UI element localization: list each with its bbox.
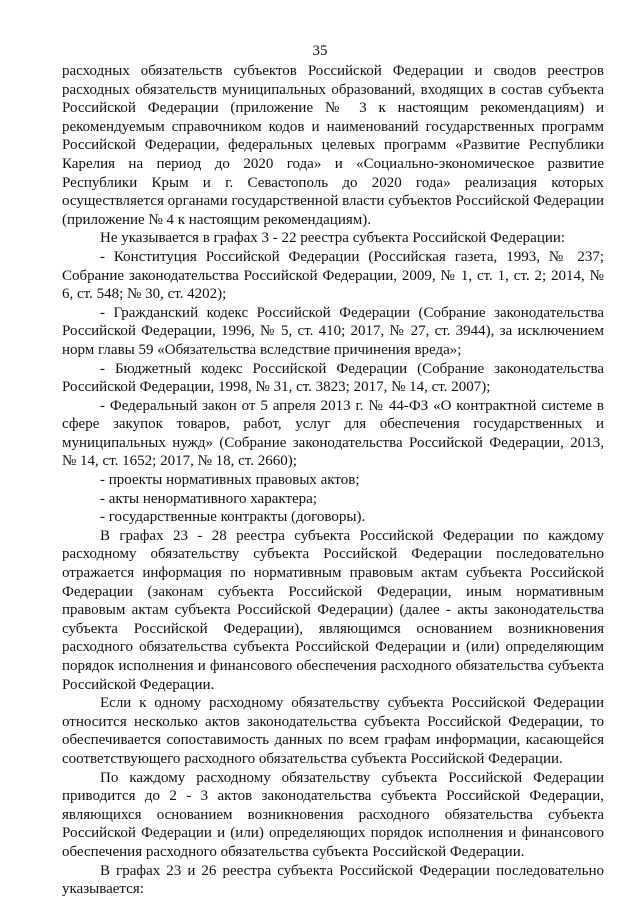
list-item-draft-acts: - проекты нормативных правовых актов;	[100, 472, 360, 489]
list-item-civil-code: - Гражданский кодекс Российской Федерации (Собрание законодательства Российской Федерации, 1996, № 5, ст. 410; 2017, № 27, ст. 3944), за исключением норм главы 59 «Обязательства вследствие причинения вреда»;	[62, 304, 604, 358]
paragraph-two-three-acts: По каждому расходному обязательству субъекта Российской Федерации приводится до 2 - 3 актов законодательства субъекта Российской Федерации, являющихся основанием возникновения расходного обязательства субъекта Российской Федерации и (или) определяющих порядок исполнения и финансового обеспечения расходного обязательства субъекта Российской Федерации.	[62, 769, 604, 860]
list-item-constitution: - Конституция Российской Федерации (Российская газета, 1993, № 237; Собрание законодательства Российской Федерации, 2009, № 1, ст. 1, ст. 2; 2014, № 6, ст. 548; № 30, ст. 4202);	[62, 248, 604, 303]
paragraph-columns-23-26: В графах 23 и 26 реестра субъекта Российской Федерации последовательно указывается:	[62, 862, 604, 898]
paragraph-not-specified-intro: Не указывается в графах 3 - 22 реестра субъекта Российской Федерации:	[100, 230, 566, 247]
document-body	[62, 62, 604, 899]
list-item-federal-law-44: - Федеральный закон от 5 апреля 2013 г. № 44-ФЗ «О контрактной системе в сфере закупок товаров, работ, услуг для обеспечения государственных и муниципальных нужд» (Собрание законодательства Российской Федерации, 2013, № 14, ст. 1652; 2017, № 18, ст. 2660);	[62, 397, 604, 470]
list-item-state-contracts: - государственные контракты (договоры).	[100, 509, 366, 526]
paragraph-continuation: расходных обязательств субъектов Российской Федерации и сводов реестров расходных обязательств муниципальных образований, входящих в состав субъекта Российской Федерации (приложение № 3 к настоящим рекомендациям) и рекомендуемым справочником кодов и наименований государственных программ Российской Федерации, федеральных целевых программ «Развитие Республики Карелия на период до 2020 года» и «Социально-экономическое развитие Республики Крым и г. Севастополь до 2020 года» реализация которых осуществляется органами государственной власти субъектов Российской Федерации (приложение № 4 к настоящим рекомендациям).	[62, 63, 604, 228]
paragraph-several-acts: Если к одному расходному обязательству субъекта Российской Федерации относится несколько актов законодательства субъекта Российской Федерации, то обеспечивается сопоставимость данных по всем графам информации, касающейся соответствующего расходного обязательства субъекта Российской Федерации.	[62, 695, 604, 767]
paragraph-columns-23-28: В графах 23 - 28 реестра субъекта Российской Федерации по каждому расходному обязательству субъекта Российской Федерации последовательно отражается информация по нормативным правовым актам субъекта Российской Федерации (законам субъекта Российской Федерации, иным нормативным правовым актам субъекта Российской Федерации) (далее - акты законодательства субъекта Российской Федерации), являющимся основанием возникновения расходного обязательства субъекта Российской Федерации и (или) определяющим порядок исполнения и финансового обеспечения расходного обязательства субъекта Российской Федерации.	[62, 527, 604, 693]
page-number: 35	[312, 43, 328, 59]
list-item-budget-code: - Бюджетный кодекс Российской Федерации (Собрание законодательства Российской Федерации, 1998, № 31, ст. 3823; 2017, № 14, ст. 2007);	[62, 360, 604, 396]
list-item-non-normative-acts: - акты ненормативного характера;	[100, 490, 317, 507]
